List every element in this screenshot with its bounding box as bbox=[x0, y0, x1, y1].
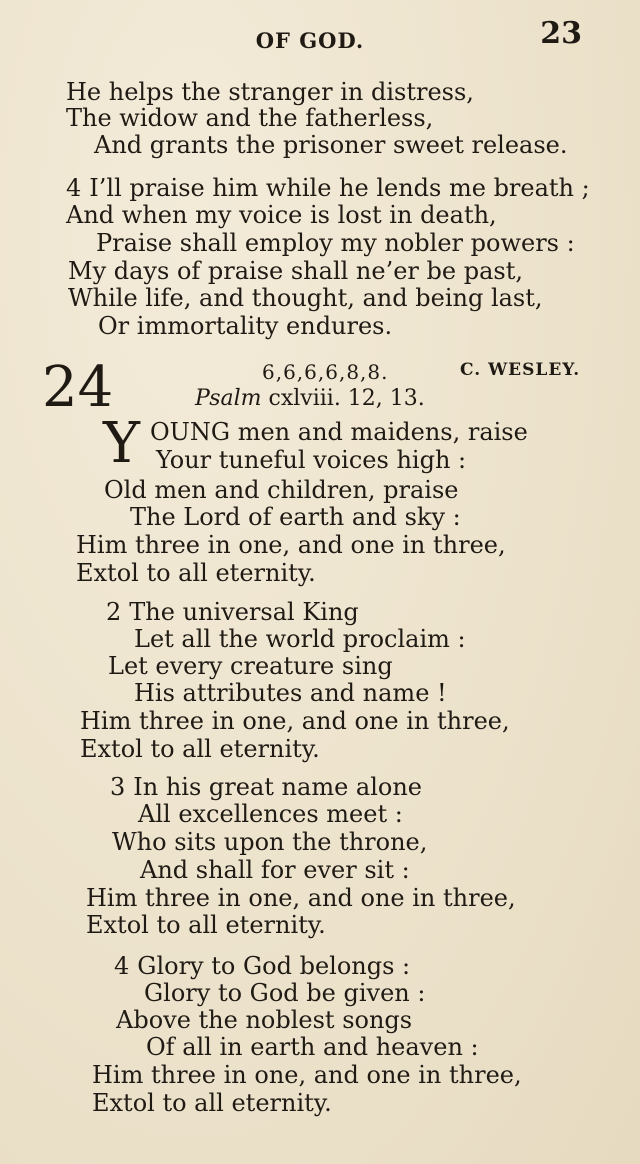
stanza3-line-6: Extol to all eternity. bbox=[86, 911, 326, 939]
stanza3-line-5: Him three in one, and one in three, bbox=[86, 884, 516, 912]
prev-line-2: The widow and the fatherless, bbox=[66, 104, 434, 132]
stanza2-line-2: Let all the world proclaim : bbox=[134, 625, 466, 653]
page-number: 23 bbox=[540, 16, 582, 51]
prev-stanza4-line-3: Praise shall employ my nobler powers : bbox=[96, 229, 575, 257]
hymn-meter: 6,6,6,6,8,8. bbox=[262, 360, 389, 384]
running-title: OF GOD. bbox=[255, 28, 365, 53]
line-text: men and maidens, raise bbox=[230, 418, 528, 446]
stanza1-line-5: Him three in one, and one in three, bbox=[76, 531, 506, 559]
stanza2-line-6: Extol to all eternity. bbox=[80, 735, 320, 763]
stanza1-line-6: Extol to all eternity. bbox=[76, 559, 316, 587]
hymn-author: C. WESLEY. bbox=[460, 360, 581, 380]
stanza3-line-4: And shall for ever sit : bbox=[140, 856, 410, 884]
line-text: Glory to God belongs : bbox=[137, 952, 411, 980]
first-word-rest: OUNG bbox=[150, 418, 231, 446]
prev-stanza4-line-4: My days of praise shall ne’er be past, bbox=[68, 257, 523, 285]
stanza3-line-3: Who sits upon the throne, bbox=[112, 828, 428, 856]
scripture-reference bbox=[195, 386, 425, 411]
stanza2-line-1 bbox=[106, 598, 359, 626]
scripture-book: Psalm bbox=[195, 386, 262, 411]
prev-stanza4-line-6: Or immortality endures. bbox=[98, 312, 393, 340]
prev-stanza4-line-2: And when my voice is lost in death, bbox=[66, 201, 497, 229]
hymn-number: 24 bbox=[42, 355, 114, 420]
prev-line-3: And grants the prisoner sweet release. bbox=[94, 131, 568, 159]
prev-stanza4-line-5: While life, and thought, and being last, bbox=[68, 284, 543, 312]
stanza4-line-1 bbox=[114, 952, 410, 980]
line-text: I’ll praise him while he lends me breath ; bbox=[89, 174, 590, 202]
stanza4-line-4: Of all in earth and heaven : bbox=[146, 1033, 479, 1061]
stanza3-line-2: All excellences meet : bbox=[138, 800, 403, 828]
stanza1-line-1 bbox=[150, 418, 528, 446]
stanza-number: 4 bbox=[66, 174, 82, 202]
prev-stanza4-line-1 bbox=[66, 174, 590, 202]
stanza2-line-3: Let every creature sing bbox=[108, 652, 393, 680]
line-text: The universal King bbox=[129, 598, 359, 626]
drop-cap: Y bbox=[103, 411, 140, 476]
stanza2-line-4: His attributes and name ! bbox=[134, 679, 447, 707]
stanza2-line-5: Him three in one, and one in three, bbox=[80, 707, 510, 735]
stanza-number: 4 bbox=[114, 952, 130, 980]
stanza1-line-2: Your tuneful voices high : bbox=[156, 446, 467, 474]
stanza1-line-3: Old men and children, praise bbox=[104, 476, 459, 504]
stanza-number: 3 bbox=[110, 773, 126, 801]
stanza3-line-1 bbox=[110, 773, 422, 801]
prev-line-1: He helps the stranger in distress, bbox=[66, 78, 474, 106]
stanza4-line-3: Above the noblest songs bbox=[116, 1006, 413, 1034]
stanza4-line-6: Extol to all eternity. bbox=[92, 1089, 332, 1117]
line-text: In his great name alone bbox=[133, 773, 422, 801]
stanza4-line-2: Glory to God be given : bbox=[144, 979, 426, 1007]
scripture-chapter-verse: cxlviii. 12, 13. bbox=[268, 386, 425, 411]
stanza4-line-5: Him three in one, and one in three, bbox=[92, 1061, 522, 1089]
stanza1-line-4: The Lord of earth and sky : bbox=[130, 503, 461, 531]
stanza-number: 2 bbox=[106, 598, 122, 626]
